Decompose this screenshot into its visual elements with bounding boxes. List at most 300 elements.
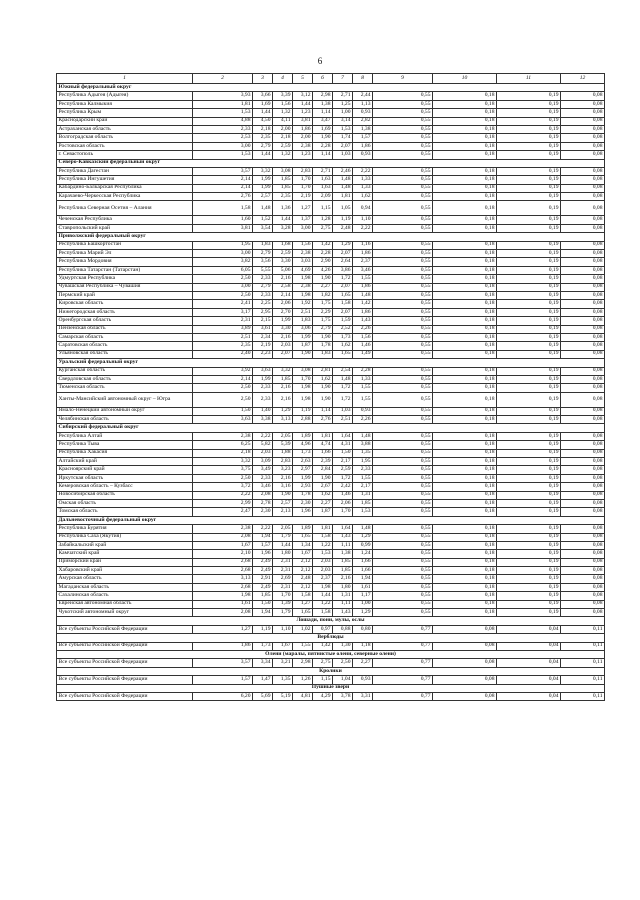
table-row [57,558,605,566]
value-cell: 0,08 [561,458,605,466]
value-cell: 1,50 [253,600,273,608]
value-cell: 3,32 [193,458,253,466]
value-cell: 1,89 [293,432,313,440]
value-cell: 2,50 [333,659,353,667]
value-cell: 0,08 [561,441,605,449]
value-cell: 0,55 [373,100,433,108]
value-cell: 0,55 [373,224,433,232]
value-cell: 0,19 [497,216,561,224]
value-cell: 1,39 [273,600,293,608]
subject-name-cell: Забайкальский край [57,541,193,549]
value-cell: 1,43 [353,317,373,325]
value-cell: 4,69 [293,266,313,274]
table-row [57,308,605,316]
value-cell: 0,19 [497,283,561,291]
value-cell: 0,19 [497,600,561,608]
value-cell: 3,00 [193,142,253,150]
value-cell: 2,81 [313,367,333,375]
value-cell: 0,18 [433,449,497,457]
animal-group-heading: Верблюды [57,634,605,642]
table-row [57,125,605,133]
value-cell: 2,03 [313,558,333,566]
value-cell: 0,08 [561,392,605,407]
value-cell: 0,19 [497,449,561,457]
region-heading-row [57,84,605,92]
value-cell: 1,66 [353,567,373,575]
value-cell: 2,79 [253,250,273,258]
value-cell: 1,85 [273,176,293,184]
value-cell: 2,28 [313,250,333,258]
value-cell: 0,08 [561,317,605,325]
value-cell: 3,57 [193,659,253,667]
value-cell: 1,96 [253,550,273,558]
table-row [57,449,605,457]
value-cell: 2,07 [333,250,353,258]
value-cell: 1,56 [273,100,293,108]
value-cell: 0,55 [373,350,433,358]
value-cell: 1,38 [313,100,333,108]
value-cell: 1,60 [193,216,253,224]
value-cell: 1,65 [333,350,353,358]
value-cell: 2,12 [293,558,313,566]
value-cell: 1,27 [293,600,313,608]
animal-group-heading: Лошади, пони, мулы, ослы [57,617,605,625]
animal-group-row [57,634,605,642]
value-cell: 2,49 [253,583,273,591]
subject-name-cell: Все субъекты Российской Федерации [57,625,193,633]
value-cell: 1,67 [193,541,253,549]
value-cell: 1,73 [253,642,273,650]
region-heading-row [57,516,605,524]
value-cell: 0,18 [433,167,497,175]
value-cell: 0,08 [433,692,497,700]
value-cell: 1,94 [353,575,373,583]
value-cell: 1,00 [353,600,373,608]
value-cell: 1,90 [313,474,333,482]
value-cell: 2,26 [353,416,373,424]
table-row [57,384,605,392]
table-row [57,167,605,175]
subject-name-cell: Чеченская Республика [57,216,193,224]
value-cell: 2,07 [333,142,353,150]
value-cell: 0,93 [353,151,373,159]
value-cell: 1,15 [313,676,333,684]
value-cell: 1,35 [273,676,293,684]
value-cell: 1,15 [313,201,333,216]
value-cell: 1,86 [293,125,313,133]
value-cell: 2,08 [193,533,253,541]
value-cell: 5,06 [273,266,293,274]
subject-name-cell: Пермский край [57,291,193,299]
value-cell: 3,13 [193,575,253,583]
value-cell: 1,32 [273,109,293,117]
value-cell: 0,08 [561,250,605,258]
value-cell: 0,18 [433,458,497,466]
table-row [57,375,605,383]
value-cell: 2,16 [273,392,293,407]
value-cell: 0,18 [433,258,497,266]
value-cell: 2,08 [253,491,273,499]
value-cell: 0,08 [561,117,605,125]
value-cell: 2,06 [333,499,353,507]
value-cell: 2,26 [353,325,373,333]
value-cell: 2,70 [273,308,293,316]
table-row [57,117,605,125]
value-cell: 1,70 [293,184,313,192]
value-cell: 0,19 [497,184,561,192]
value-cell: 2,39 [313,458,333,466]
value-cell: 1,03 [333,151,353,159]
value-cell: 1,48 [333,375,353,383]
value-cell: 3,30 [273,325,293,333]
value-cell: 0,08 [561,592,605,600]
value-cell: 0,08 [561,575,605,583]
value-cell: 0,04 [497,659,561,667]
value-cell: 0,08 [561,416,605,424]
value-cell: 1,98 [293,392,313,407]
value-cell: 0,18 [433,483,497,491]
value-cell: 1,99 [253,184,273,192]
value-cell: 3,46 [353,266,373,274]
value-cell: 2,59 [333,466,353,474]
value-cell: 0,19 [497,558,561,566]
value-cell: 0,55 [373,367,433,375]
value-cell: 0,55 [373,407,433,415]
subject-name-cell: Кемеровская область – Кузбасс [57,483,193,491]
value-cell: 2,17 [333,458,353,466]
value-cell: 2,22 [353,167,373,175]
value-cell: 0,19 [497,176,561,184]
value-cell: 4,96 [293,441,313,449]
value-cell: 1,25 [333,100,353,108]
value-cell: 2,31 [273,567,293,575]
value-cell: 1,86 [353,283,373,291]
value-cell: 1,13 [353,100,373,108]
value-cell: 2,37 [313,575,333,583]
value-cell: 1,72 [333,384,353,392]
value-cell: 0,55 [373,291,433,299]
value-cell: 0,19 [497,125,561,133]
value-cell: 0,11 [561,659,605,667]
value-cell: 4,31 [333,441,353,449]
value-cell: 1,85 [353,499,373,507]
value-cell: 0,55 [373,458,433,466]
header-row [57,74,605,84]
value-cell: 1,70 [293,375,313,383]
table-row [57,283,605,291]
value-cell: 4,88 [193,117,253,125]
value-cell: 3,30 [273,258,293,266]
table-row [57,525,605,533]
value-cell: 2,83 [273,458,293,466]
animal-group-heading: Кролики [57,667,605,675]
value-cell: 3,92 [193,367,253,375]
subject-name-cell: Республика Хакасия [57,449,193,457]
value-cell: 2,93 [293,483,313,491]
value-cell: 0,55 [373,300,433,308]
value-cell: 1,67 [293,550,313,558]
value-cell: 1,98 [293,275,313,283]
header-cell: 2 [193,74,253,84]
value-cell: 1,67 [273,642,293,650]
subject-name-cell: Ханты-Мансийский автономный округ – Югра [57,392,193,407]
value-cell: 0,55 [373,550,433,558]
value-cell: 1,80 [333,583,353,591]
value-cell: 1,86 [193,642,253,650]
value-cell: 1,81 [313,525,333,533]
value-cell: 3,66 [253,92,273,100]
value-cell: 0,08 [561,407,605,415]
table-row [57,466,605,474]
value-cell: 4,29 [313,692,333,700]
value-cell: 0,55 [373,483,433,491]
value-cell: 3,54 [253,224,273,232]
value-cell: 2,59 [273,142,293,150]
value-cell: 0,18 [433,407,497,415]
value-cell: 1,96 [293,508,313,516]
value-cell: 1,69 [253,100,273,108]
value-cell: 1,94 [253,533,273,541]
region-heading: Южный федеральный округ [57,84,605,92]
value-cell: 1,75 [313,300,333,308]
value-cell: 3,03 [293,258,313,266]
value-cell: 1,22 [313,600,333,608]
table-row [57,151,605,159]
value-cell: 1,70 [333,508,353,516]
rates-table [56,73,605,701]
value-cell: 1,23 [293,109,313,117]
value-cell: 0,18 [433,134,497,142]
value-cell: 3,47 [313,117,333,125]
value-cell: 1,44 [253,151,273,159]
table-row [57,483,605,491]
value-cell: 2,49 [253,567,273,575]
value-cell: 0,08 [561,151,605,159]
value-cell: 2,29 [313,308,333,316]
value-cell: 1,48 [353,525,373,533]
value-cell: 0,55 [373,384,433,392]
value-cell: 2,68 [193,558,253,566]
value-cell: 1,90 [313,384,333,392]
value-cell: 0,08 [561,350,605,358]
value-cell: 2,12 [293,583,313,591]
value-cell: 2,19 [293,193,313,201]
value-cell: 2,16 [273,275,293,283]
subject-name-cell: Республика Калмыкия [57,100,193,108]
subject-name-cell: Республика Тыва [57,441,193,449]
value-cell: 0,55 [373,508,433,516]
value-cell: 3,49 [253,466,273,474]
value-cell: 1,27 [193,625,253,633]
value-cell: 1,19 [333,216,353,224]
value-cell: 0,55 [373,201,433,216]
value-cell: 1,26 [293,676,313,684]
value-cell: 0,18 [433,275,497,283]
value-cell: 0,55 [373,134,433,142]
table-row [57,92,605,100]
value-cell: 3,12 [293,92,313,100]
value-cell: 0,18 [433,125,497,133]
value-cell: 0,19 [497,151,561,159]
value-cell: 1,53 [193,109,253,117]
subject-name-cell: Хабаровский край [57,567,193,575]
value-cell: 2,07 [333,283,353,291]
value-cell: 2,79 [313,325,333,333]
value-cell: 0,08 [561,92,605,100]
value-cell: 2,50 [193,392,253,407]
value-cell: 0,18 [433,308,497,316]
value-cell: 0,55 [373,241,433,249]
value-cell: 2,05 [273,432,293,440]
value-cell: 2,47 [193,508,253,516]
value-cell: 1,46 [333,491,353,499]
table-row [57,325,605,333]
table-body [57,74,605,701]
value-cell: 1,32 [273,151,293,159]
value-cell: 1,65 [293,533,313,541]
value-cell: 2,34 [253,333,273,341]
value-cell: 0,08 [561,609,605,617]
subject-name-cell: Республика Дагестан [57,167,193,175]
value-cell: 2,90 [313,258,333,266]
value-cell: 1,22 [313,541,333,549]
subject-name-cell: Пензенская область [57,325,193,333]
value-cell: 0,55 [373,474,433,482]
animal-group-heading: Пушные звери [57,684,605,692]
value-cell: 1,62 [313,491,333,499]
value-cell: 3,81 [293,117,313,125]
value-cell: 2,58 [273,283,293,291]
value-cell: 2,51 [193,333,253,341]
subject-name-cell: Ямало-Ненецкий автономный округ [57,407,193,415]
value-cell: 0,55 [373,600,433,608]
value-cell: 4,81 [293,692,313,700]
value-cell: 2,06 [273,300,293,308]
value-cell: 2,33 [253,291,273,299]
value-cell: 1,87 [293,342,313,350]
value-cell: 1,16 [353,241,373,249]
value-cell: 3,46 [253,483,273,491]
value-cell: 0,55 [373,609,433,617]
value-cell: 0,55 [373,109,433,117]
header-cell: 4 [273,74,293,84]
animal-group-row [57,667,605,675]
table-row [57,441,605,449]
value-cell: 0,18 [433,151,497,159]
value-cell: 1,66 [313,449,333,457]
value-cell: 0,55 [373,567,433,575]
value-cell: 1,44 [253,109,273,117]
value-cell: 2,16 [273,474,293,482]
value-cell: 2,68 [193,583,253,591]
value-cell: 1,72 [333,275,353,283]
value-cell: 1,81 [313,432,333,440]
value-cell: 3,82 [193,258,253,266]
value-cell: 2,33 [253,384,273,392]
table-row [57,458,605,466]
value-cell: 0,08 [561,283,605,291]
table-row [57,100,605,108]
header-cell: 5 [293,74,313,84]
value-cell: 0,55 [373,193,433,201]
value-cell: 0,04 [497,692,561,700]
value-cell: 0,55 [373,533,433,541]
subject-name-cell: Томская область [57,508,193,516]
value-cell: 0,55 [373,125,433,133]
value-cell: 1,38 [353,125,373,133]
table-row [57,642,605,650]
subject-name-cell: Нижегородская область [57,308,193,316]
value-cell: 1,48 [353,291,373,299]
value-cell: 1,98 [293,384,313,392]
value-cell: 0,08 [433,659,497,667]
value-cell: 0,18 [433,176,497,184]
value-cell: 0,55 [373,375,433,383]
value-cell: 0,08 [561,275,605,283]
value-cell: 1,78 [293,491,313,499]
value-cell: 1,27 [293,201,313,216]
value-cell: 1,62 [333,342,353,350]
subject-name-cell: Карачаево-Черкесская Республика [57,193,193,201]
subject-name-cell: Иркутская область [57,474,193,482]
value-cell: 2,76 [193,193,253,201]
value-cell: 0,19 [497,134,561,142]
value-cell: 1,53 [193,151,253,159]
value-cell: 3,09 [253,458,273,466]
value-cell: 1,83 [293,317,313,325]
value-cell: 4,50 [253,117,273,125]
value-cell: 1,95 [193,241,253,249]
value-cell: 0,08 [433,676,497,684]
subject-name-cell: Магаданская область [57,583,193,591]
value-cell: 1,58 [293,592,313,600]
table-row [57,258,605,266]
value-cell: 3,75 [193,466,253,474]
value-cell: 0,19 [497,224,561,232]
subject-name-cell: Сахалинская область [57,592,193,600]
value-cell: 0,19 [497,342,561,350]
value-cell: 1,28 [313,216,333,224]
value-cell: 3,08 [293,367,313,375]
value-cell: 4,26 [313,266,333,274]
value-cell: 0,19 [497,333,561,341]
value-cell: 0,18 [433,525,497,533]
value-cell: 1,00 [333,109,353,117]
value-cell: 0,08 [561,300,605,308]
value-cell: 2,14 [273,291,293,299]
value-cell: 6,05 [193,266,253,274]
value-cell: 2,38 [293,250,313,258]
value-cell: 0,08 [561,193,605,201]
value-cell: 0,55 [373,266,433,274]
value-cell: 0,18 [433,100,497,108]
value-cell: 0,08 [561,176,605,184]
value-cell: 0,19 [497,367,561,375]
table-row [57,592,605,600]
value-cell: 0,55 [373,333,433,341]
value-cell: 1,98 [313,583,333,591]
region-heading: Дальневосточный федеральный округ [57,516,605,524]
value-cell: 0,19 [497,533,561,541]
value-cell: 3,21 [273,659,293,667]
value-cell: 1,10 [273,625,293,633]
value-cell: 1,57 [193,676,253,684]
value-cell: 1,89 [293,525,313,533]
header-cell: 8 [353,74,373,84]
value-cell: 1,57 [353,134,373,142]
value-cell: 0,55 [373,499,433,507]
value-cell: 1,86 [353,308,373,316]
